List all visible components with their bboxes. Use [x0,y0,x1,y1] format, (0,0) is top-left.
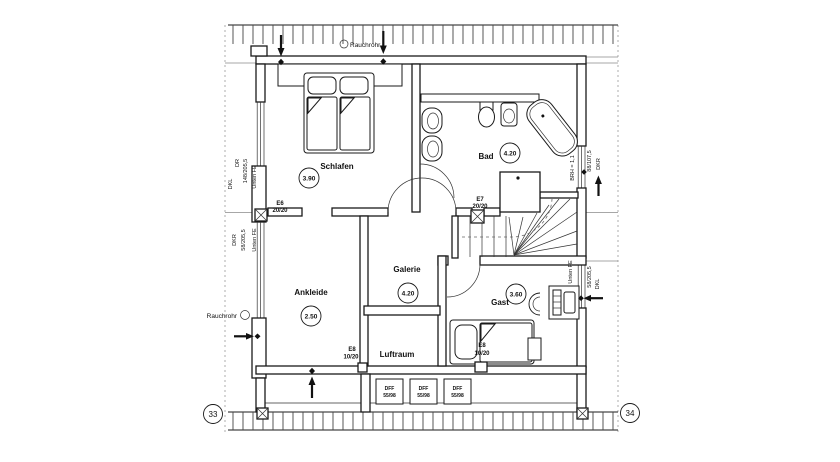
rauchrohr-label-top: Rauchrohr [350,42,381,49]
column-e8-left [358,363,367,372]
arrow-down [278,48,285,57]
label-window-swing: DKL [595,278,601,290]
label-window-size: 58/205,5 [587,266,593,288]
room-label-luftraum: Luftraum [379,350,415,359]
chair [529,293,540,315]
stair-winder [514,213,537,255]
arrow-stem [280,35,282,49]
label-e6-id: E6 [276,201,284,207]
wall-exterior-top [256,56,586,64]
rauchrohr-circle-top [340,40,348,48]
area-value-galerie: 4.20 [401,290,415,298]
rauchrohr-label-left: Rauchrohr [206,313,237,320]
bidet [422,136,442,161]
wall-stair-top [540,192,578,198]
dff-type: DFF [418,386,429,392]
door-arc-gast [447,264,480,297]
bad-fixtures [421,94,582,161]
arrow-stem [597,183,599,196]
label-e7-size: 20/20 [472,204,488,210]
area-value-bad: 4.20 [503,150,517,158]
room-label-schlafen: Schlafen [320,162,354,171]
arrow-down [380,46,387,55]
label-door-swing: DKL [228,178,234,190]
wall-marker [581,169,587,175]
pillow [340,77,368,94]
room-label-bad: Bad [478,152,494,161]
chimney-block [251,46,267,56]
label-e8b-size: 10/20 [474,351,490,357]
arrow-stem [311,385,313,398]
wall-exterior-bottom [256,366,586,374]
wall-right-upper [577,64,586,146]
arrow-stem [382,31,384,46]
label-window-note: Unten FE [252,165,258,189]
label-door-swing: DKR [232,234,238,246]
grid-number-left: 33 [208,410,218,419]
area-value-gast: 3.60 [509,291,523,299]
grid-bubbles [204,404,640,424]
wall-stair-left [452,216,458,258]
room-label-gast: Gast [491,298,509,307]
arrow-up [309,377,316,386]
door-arc-schlafen [388,178,456,212]
reference-lines [225,57,618,403]
bathtub [522,95,582,161]
wall-schlafen-bad [412,64,420,212]
label-window-swing: DKR [596,158,602,170]
label-door-code: DR [235,159,241,167]
desk-monitor [564,292,575,313]
column-e8-right [475,362,487,372]
washbasin [479,107,495,127]
dff-size: 55/98 [417,393,430,399]
label-e6-size: 20/20 [272,208,288,214]
chair-seat [533,297,540,311]
arrow-left [584,295,592,302]
door-swings [388,164,480,297]
label-window-size: 88/107,5 [587,150,593,172]
desk-keyboard [553,290,561,315]
schlafen-furniture [278,64,402,153]
dff-type: DFF [452,386,463,392]
bathtub-outer [522,95,582,161]
label-brh: BRH = 1,1 [570,155,576,181]
grid-number-right: 34 [625,409,635,418]
bath-counter [421,94,539,102]
room-label-galerie: Galerie [393,265,421,274]
arrow-up [595,176,602,185]
shaft-block [500,172,540,212]
wall-mid-stub [361,374,370,412]
dff-size: 55/98 [383,393,396,399]
wall-interior [332,208,388,216]
shaft-dot [516,176,519,179]
pillow [308,77,336,94]
label-window-note: Unten FE [568,260,574,284]
wall-left-stub [256,378,265,412]
wall-luftraum-top [364,306,440,315]
bedside-shelf [528,338,541,360]
roof-hatch-top [233,25,613,44]
arrow-stem [591,297,603,299]
arrow-stem [234,335,246,337]
label-door-size: 148/205,5 [243,158,249,184]
label-e8a-id: E8 [348,347,356,353]
wall-ankleide-galerie [360,216,368,366]
label-e8b-id: E8 [478,343,486,349]
stair-winder [509,217,514,255]
wall-left-upper [256,64,265,102]
roof-hatch-bottom [233,412,613,430]
label-door-size: 58/205,5 [241,229,247,251]
label-window-note: Unten FE [252,228,258,252]
room-label-ankleide: Ankleide [294,288,328,297]
dff-size: 55/98 [451,393,464,399]
area-value-ankleide: 2.50 [304,313,318,321]
dff-type: DFF [384,386,395,392]
toilet [422,108,442,133]
rauchrohr-circle-left [241,311,250,320]
stair-winder [514,212,577,255]
area-value-schlafen: 3.90 [302,175,316,183]
label-e8a-size: 10/20 [343,354,359,361]
roof-windows [376,379,471,404]
label-e7-id: E7 [476,197,484,203]
wall-interior [456,208,472,216]
